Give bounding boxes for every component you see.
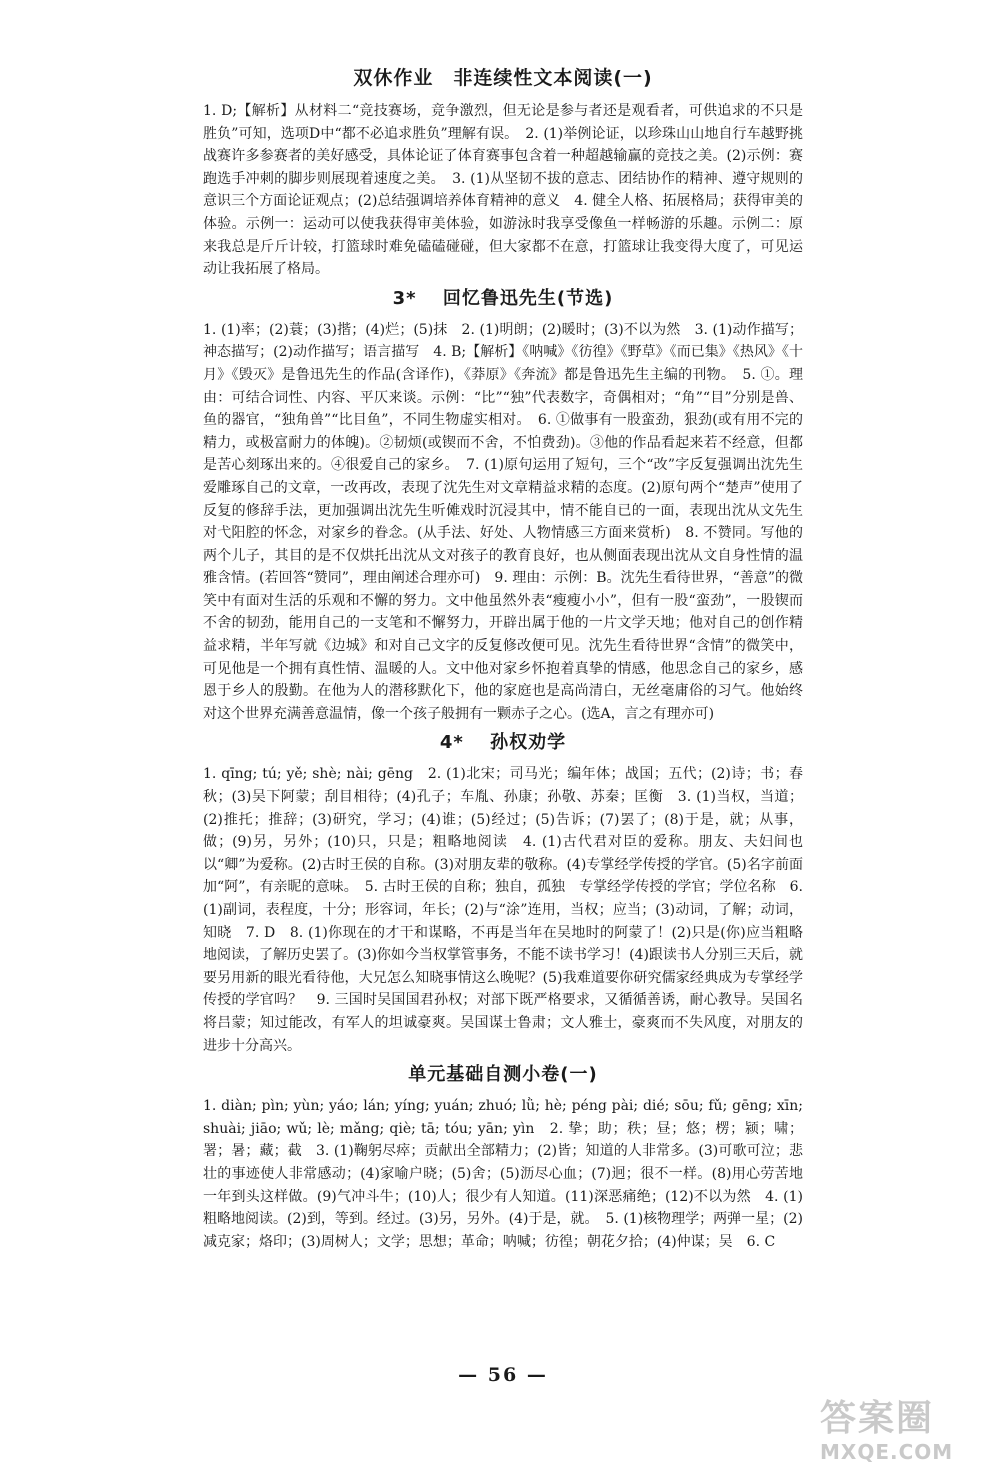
page-number: — 56 — — [458, 1364, 548, 1386]
section-title-weekend-homework: 双休作业 非连续性文本阅读(一) — [353, 67, 653, 89]
section-body-lu-xun: 1. (1)率；(2)蓑；(3)揩；(4)烂；(5)抹 2. (1)明朗；(2)暖时；(3)不以为然 3. (1)动作描写；神态描写；(2)动作描写；语言描写 4. B;【解析】《呐喊》《彷徨》《野草》《而已集》《热风》《十月》《毁灭》是鲁迅先生的作品(含译作)，《莽原》《奔流》都是鲁迅先生主编的刊物。 5. ①。理由：可结合词性、内容、平仄来谈。示例：“比”“独”代表数字，奇偶相对；“角”“目”分别是兽、鱼的器官，“独角兽”“比目鱼”，不同生物虚实相对。 6. ①做事有一股蛮劲，狠劲(或有用不完的精力，或极富耐力的体魄)。②韧烦(或锲而不舍，不怕费劲)。③他的作品看起来若不经意，但都是苦心刻琢出来的。④很爱自己的家乡。 7. (1)原句运用了短句，三个“改”字反复强调出沈先生爱雕琢自己的文章，一改再改，表现了沈先生对文章精益求精的态度。(2)原句两个“楚声”使用了反复的修辞手法，更加强调出沈先生听傩戏时沉浸其中，情不能自已的一面，表现出沈从文先生对弋阳腔的怀念，对家乡的眷念。(从手法、好处、人物情感三方面来赏析) 8. 不赞同。写他的两个儿子，其目的是不仅烘托出沈从文对孩子的教育良好，也从侧面表现出沈从文自身性情的温雅含情。(若回答“赞同”，理由阐述合理亦可) 9. 理由：示例：B。沈先生看待世界，“善意”的微笑中有面对生活的乐观和不懈的努力。文中他虽然外表“瘦瘦小小”，但有一股“蛮劲”，一股锲而不舍的韧劲，能用自己的一支笔和不懈努力，开辟出属于他的一片文学天地；他对自己的创作精益求精，半年写就《边城》和对自己文字的反复修改便可见。沈先生看待世界“含情”的微笑中，可见他是一个拥有真性情、温暖的人。文中他对家乡怀抱着真挚的情感，他思念自己的家乡，感恩于乡人的殷勤。在他为人的潜移默化下，他的家庭也是高尚清白，无丝毫庸俗的习气。他始终对这个世界充满善意温情，像一个孩子般拥有一颗赤子之心。(选A，言之有理亦可) — [203, 321, 803, 722]
section-title-sun-quan: 4* 孙权劝学 — [439, 732, 567, 754]
section-body-sun-quan: 1. qīng; tú; yě; shè; nài; gēng 2. (1)北宋；司马光；编年体；战国；五代；(2)诗；书；春秋；(3)吴下阿蒙；刮目相待；(4)孔子；车胤、孙康；孙敬、苏秦；匡衡 3. (1)当权，当道；(2)推托；推辞；(3)研究，学习；(4)谁；(5)经过；(5)告诉；(7)罢了；(8)于是，就；从事，做；(9)另，另外；(10)只，只是；粗略地阅读 4. (1)古代君对臣的爱称。朋友、夫妇间也以“卿”为爱称。(2)古时王侯的自称。(3)对朋友辈的敬称。(4)专掌经学传授的学官。(5)名字前面加“阿”，有亲昵的意味。 5. 古时王侯的自称；独自，孤独 专掌经学传授的学官；学位名称 6. (1)副词，表程度，十分；形容词，年长；(2)与“涂”连用，当权；应当；(3)动词，了解；动词，知晓 7. D 8. (1)你现在的才干和谋略，不再是当年在吴地时的阿蒙了！(2)只是(你)应当粗略地阅读，了解历史罢了。(3)你如今当权掌管事务，不能不读书学习！(4)跟读书人分别三天后，就要另用新的眼光看待他，大兄怎么知晓事情这么晚呢？(5)我难道要你研究儒家经典成为专掌经学传授的学官吗？ 9. 三国时吴国国君孙权；对部下既严格要求，又循循善诱，耐心教导。吴国名将吕蒙；知过能改，有军人的坦诚豪爽。吴国谋士鲁肃；文人雅士，豪爽而不失风度，对朋友的进步十分高兴。 — [203, 766, 803, 1054]
section-body-unit-test: 1. diàn; pìn; yùn; yáo; lán; yíng; yuán; zhuó; lǜ; hè; péng pài; dié; sōu; fǔ; gēng; xīn; shuài; jiāo; wǔ; lè; mǎng; qiè; tā; tóu; yān; yìn 2. 挚；助；秩；昼；悠；楞；颍；啸；署；暑；藏；截 3. (1)鞠躬尽瘁；贡献出全部精力；(2)皆；知道的人非常多。(3)可歌可泣；悲壮的事迹使人非常感动；(4)家喻户晓；(5)舍；(5)沥尽心血；(7)迥；很不一样。(8)用心劳苦地一年到头这样做。(9)气冲斗牛；(10)人；很少有人知道。(11)深恶痛绝；(12)不以为然 4. (1)粗略地阅读。(2)到，等到。经过。(3)另，另外。(4)于是，就。 5. (1)核物理学；两弹一星；(2)减克家；烙印；(3)周树人；文学；思想；革命；呐喊；彷徨；朝花夕拾；(4)仲谋；吴 6. C — [203, 1098, 803, 1250]
watermark-logo — [820, 1398, 995, 1468]
answer-page — [203, 64, 803, 1386]
watermark-url-text: MXQE.COM — [820, 1440, 954, 1464]
watermark-main-text: 答案圈 — [820, 1398, 935, 1439]
section-title-unit-test: 单元基础自测小卷(一) — [408, 1064, 598, 1086]
section-body-weekend-homework: 1. D;【解析】从材料二“竞技赛场，竞争激烈，但无论是参与者还是观看者，可供追求的不只是胜负”可知，选项D中“都不必追求胜负”理解有误。 2. (1)举例论证，以珍珠山山地自行车越野挑战赛许多参赛者的美好感受，具体论证了体育赛事包含着一种超越输赢的竞技之美。(2)示例：赛跑选手冲刺的脚步则展现着速度之美。 3. (1)从坚韧不拔的意志、团结协作的精神、遵守规则的意识三个方面论证观点；(2)总结强调培养体育精神的意义 4. 健全人格、拓展格局；获得审美的体验。示例一：运动可以使我获得审美体验，如游泳时我享受像鱼一样畅游的乐趣。示例二：原来我总是斤斤计较，打篮球时难免磕磕碰碰，但大家都不在意，打篮球让我变得大度了，可见运动让我拓展了格局。 — [203, 103, 803, 278]
section-title-lu-xun: 3* 回忆鲁迅先生(节选) — [392, 287, 614, 309]
